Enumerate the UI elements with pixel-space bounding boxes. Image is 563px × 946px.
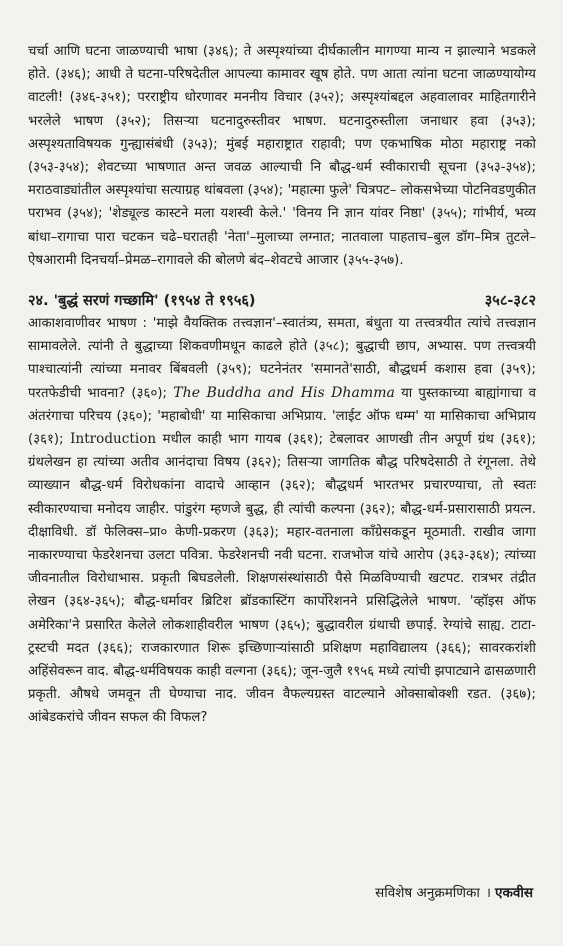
chapter-24-text-part3: मधील काही भाग गायब (३६१); टेबलावर आणखी तीन अपूर्ण ग्रंथ (३६१); ग्रंथलेखन हा त्यांच्या अतीव आनंदाचा विषय (३६२); तिसऱ्या जागतिक बौद्ध परिषदेसाठी ते रंगूनला. तेथे व्याख्यान बौद्ध-धर्म विरोधकांना वादाचे आव्हान (३६२); बौद्धधर्म भारतभर प्रचारण्याचा, तो स्वतः स्वीकारण्याचा मनोदय जाहीर. पांडुरंग म्हणजे बुद्ध, ही त्यांची कल्पना (३६२); बौद्ध-धर्म-प्रसारासाठी प्रयत्न. दीक्षाविधी. डॉ फेलिक्स–प्रा० केणी-प्रकरण (३६३); महार-वतनाला काँग्रेसकडून मूठमाती. राखीव जागा नाकारण्याचा फेडरेशनचा उलटा पवित्रा. फेडरेशनची नवी घटना. राजभोज यांचे आरोप (३६३-३६४); त्यांच्या जीवनातील विरोधाभास. प्रकृती बिघडलेली. शिक्षणसंस्थांसाठी पैसे मिळविण्याची खटपट. रात्रभर तंद्रीत लेखन (३६४-३६५); बौद्ध-धर्मावर ब्रिटिश ब्रॉडकास्टिंग कार्पोरेशनने प्रसिद्धिलेले भाषण. 'व्हॉइस ऑफ अमेरिका'ने प्रसारित केलेले लोकशाहीवरील भाषण (३६५); बुद्धावरील ग्रंथाची छपाई. रेग्यांचे साह्य. टाटा-ट्रस्टची मदत (३६६); राजकारणात शिरू इच्छिणाऱ्यांसाठी प्रशिक्षण महाविद्यालय (३६६); सावरकरांशी अहिंसेवरून वाद. बौद्ध-धर्मविषयक काही वल्गना (३६६); जून-जुलै १९५६ मध्ये त्यांची झपाट्याने ढासळणारी प्रकृती. औषधे जमवून ती घेण्याचा नाद. जीवन वैफल्यग्रस्त वाटल्याने ओक्साबोक्शी रडत. (३६७); आंबेडकरांचे जीवन सफल की विफल?: [28, 432, 536, 726]
section-23-continued-text: चर्चा आणि घटना जाळण्याची भाषा (३४६); ते अस्पृश्यांच्या दीर्घकालीन मागण्या मान्य न झाल्याने भडकले होते. (३४६); आधी ते घटना-परिषदेतील आपल्या कामावर खूष होते. पण आता त्यांना घटना जाळण्यायोग्य वाटली! (३४६-३५१); परराष्ट्रीय धोरणावर मननीय विचार (३५२); अस्पृश्यांबद्दल अहवालावर माहितगारीने भरलेले भाषण (३५२); तिसऱ्या घटनादुरुस्तीवर भाषण. घटनादुरुस्तीला जनाधार हवा (३५३); अस्पृश्यताविषयक गुन्ह्यासंबंधी (३५३); मुंबई महाराष्ट्रात राहावी; पण एकभाषिक मोठा महाराष्ट्र नको (३५३-३५४); शेवटच्या भाषणात अन्त जवळ आल्याची नि बौद्ध-धर्म स्वीकाराची सूचना (३५३-३५४); मराठवाड्यांतील अस्पृश्यांचा सत्याग्रह थांबवला (३५४); 'महात्मा फुले' चित्रपट– लोकसभेच्या पोटनिवडणुकीत पराभव (३५४); 'शेड्यूल्ड कास्टने मला यशस्वी केले.' 'विनय नि ज्ञान यांवर निष्ठा' (३५५); गांभीर्य, भव्य बांधा–रागाचा पारा चटकन चढे–घरातही 'नेता'–मुलाच्या लग्नात; नातवाला पाहताच–बुल डॉग–मित्र तुटले–ऐषआरामी दिनचर्या–प्रेमळ–रागावले की बोलणे बंद–शेवटचे आजार (३५५-३५७).: [28, 44, 536, 268]
chapter-24-summary-text: [28, 312, 536, 730]
book-title-buddha-dhamma: The Buddha and His Dhamma: [173, 384, 395, 401]
chapter-24-text-part1: आकाशवाणीवर भाषण : 'माझे वैयक्तिक तत्त्वज्ञान'–स्वातंत्र्य, समता, बंधुता या तत्त्वत्रयीत त्यांचे तत्त्वज्ञान सामावलेले. त्यांनी ते बुद्धाच्या शिकवणीमधून काढले होते (३५८); बुद्धाची छाप, अभ्यास. पण तत्त्वत्रयी पाश्चात्यांनी त्यांच्या मनावर बिंबवली (३५९); घटनेनंतर 'समानते'साठी, बौद्धधर्म कशास हवा (३५९); परतफेडीची भावना? (३६०);: [28, 316, 536, 401]
chapter-24-text-part2: या पुस्तकाच्या बाह्यांगाचा व अंतरंगाचा परिचय (३६०); 'महाबोधी' या मासिकाचा अभिप्राय. 'लाईट ऑफ धम्म' या मासिकाचा अभिप्राय (३६१);: [28, 385, 536, 448]
footer-separator: ।: [485, 885, 492, 901]
footer-index-label: सविशेष अनुक्रमणिका: [375, 885, 480, 901]
page-footer: [375, 883, 533, 901]
chapter-24-page-range: ३५८-३८२: [484, 293, 536, 310]
footer-page-number: एकवीस: [495, 885, 533, 901]
chapter-24-heading: [28, 290, 536, 310]
page-body: [28, 40, 536, 730]
introduction-word: Introduction: [70, 431, 157, 448]
chapter-24-title: २४. 'बुद्धं सरणं गच्छामि' (१९५४ ते १९५६): [28, 293, 256, 310]
